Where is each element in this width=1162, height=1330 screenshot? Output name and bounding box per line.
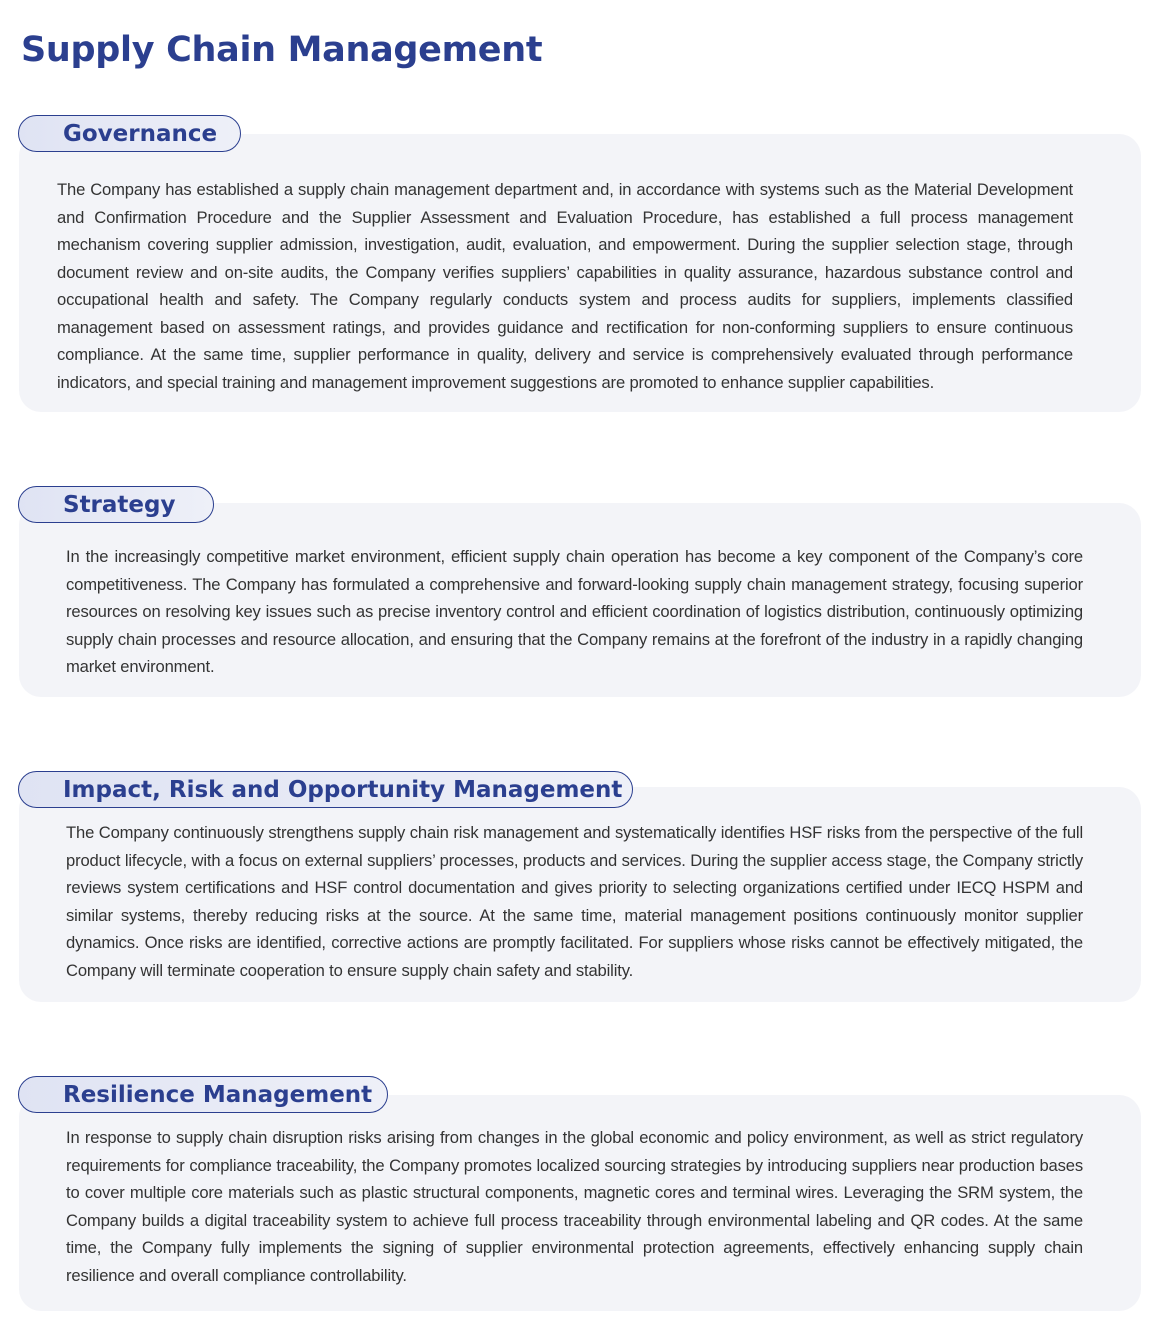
page-title: Supply Chain Management xyxy=(21,30,543,70)
resilience-heading: Resilience Management xyxy=(63,1081,373,1108)
resilience-body: In response to supply chain disruption risks arising from changes in the global economic and policy environment, as well as strict regulatory requirements for compliance traceability, the Company promotes localized sourcing strategies by introducing suppliers near production bases to cover multiple core materials such as plastic structural components, magnetic cores and terminal wires. Leveraging the SRM system, the Company builds a digital traceability system to achieve full process traceability through environmental labeling and QR codes. At the same time, the Company fully implements the signing of supplier environmental protection agreements, effectively enhancing supply chain resilience and overall compliance controllability. xyxy=(66,1128,1083,1285)
impact-risk-body: The Company continuously strengthens supply chain risk management and systematically identifies HSF risks from the perspective of the full product lifecycle, with a focus on external suppliers’ processes, products and services. During the supplier access stage, the Company strictly reviews system certifications and HSF control documentation and gives priority to selecting organizations certified under IECQ HSPM and similar systems, thereby reducing risks at the source. At the same time, material management positions continuously monitor supplier dynamics. Once risks are identified, corrective actions are promptly facilitated. For suppliers whose risks cannot be effectively mitigated, the Company will terminate cooperation to ensure supply chain safety and stability. xyxy=(66,823,1083,980)
strategy-body: In the increasingly competitive market environment, efficient supply chain operation has become a key component of the Company’s core competitiveness. The Company has formulated a comprehensive and forward-looking supply chain management strategy, focusing superior resources on resolving key issues such as precise inventory control and efficient coordination of logistics distribution, continuously optimizing supply chain processes and resource allocation, and ensuring that the Company remains at the forefront of the industry in a rapidly changing market environment. xyxy=(66,547,1083,676)
impact-risk-heading: Impact, Risk and Opportunity Management xyxy=(63,776,623,803)
resilience-heading-tab xyxy=(18,1076,388,1113)
governance-heading: Governance xyxy=(63,120,218,147)
strategy-heading: Strategy xyxy=(63,491,176,518)
governance-heading-tab xyxy=(18,115,241,152)
strategy-heading-tab xyxy=(18,486,214,523)
governance-body: The Company has established a supply chain management department and, in accordance with systems such as the Material Development and Confirmation Procedure and the Supplier Assessment and Evaluation Procedure, has established a full process management mechanism covering supplier admission, investigation, audit, evaluation, and empowerment. During the supplier selection stage, through document review and on-site audits, the Company verifies suppliers’ capabilities in quality assurance, hazardous substance control and occupational health and safety. The Company regularly conducts system and process audits for suppliers, implements classified management based on assessment ratings, and provides guidance and rectification for non-conforming suppliers to ensure continuous compliance. At the same time, supplier performance in quality, delivery and service is comprehensively evaluated through performance indicators, and special training and management improvement suggestions are promoted to enhance supplier capabilities. xyxy=(57,180,1073,392)
impact-risk-heading-tab xyxy=(18,771,633,808)
